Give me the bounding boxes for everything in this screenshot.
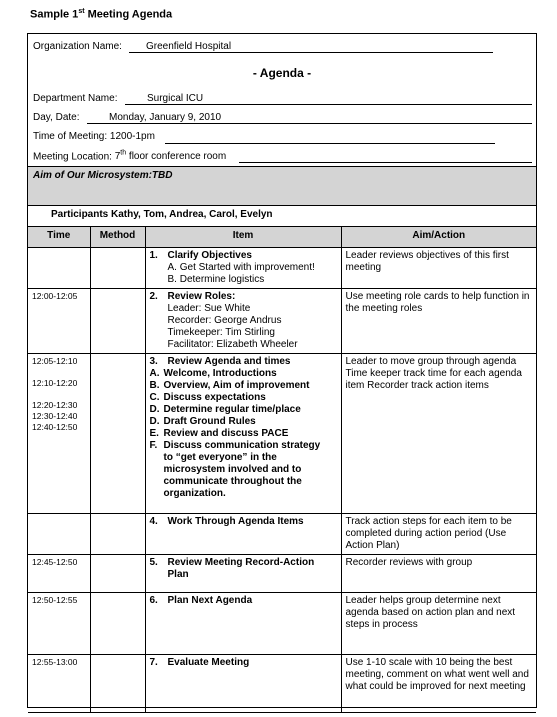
item-cell[interactable]: 5. Review Meeting Record-Action Plan: [145, 554, 341, 592]
item-cell[interactable]: 7. Evaluate Meeting: [145, 654, 341, 712]
method-cell[interactable]: [90, 247, 145, 288]
meeting-time-label: Time of Meeting:: [33, 131, 108, 142]
method-cell[interactable]: [90, 592, 145, 654]
aim-cell[interactable]: Track action steps for each item to be completed during action period (Use Action Plan): [341, 513, 536, 554]
method-cell[interactable]: [90, 288, 145, 353]
document-title: Sample 1st Meeting Agenda: [30, 8, 173, 21]
meeting-time-value[interactable]: 1200-1pm: [109, 131, 155, 142]
organization-line: [33, 41, 122, 52]
location-value[interactable]: 7th floor conference room: [114, 150, 227, 163]
column-header-method: Method: [90, 227, 145, 247]
date-label: Day, Date:: [33, 112, 80, 123]
aim-cell[interactable]: Recorder reviews with group: [341, 554, 536, 592]
item-cell[interactable]: 6. Plan Next Agenda: [145, 592, 341, 654]
location-label: Meeting Location:: [33, 151, 112, 163]
department-line: [33, 93, 117, 104]
aim-cell[interactable]: Use meeting role cards to help function in the meeting roles: [341, 288, 536, 353]
table-row: [28, 288, 536, 353]
location-underline: [239, 150, 532, 163]
item-cell[interactable]: 4. Work Through Agenda Items: [145, 513, 341, 554]
method-cell[interactable]: [90, 353, 145, 513]
aim-section: [28, 166, 536, 206]
table-header-row: [28, 227, 536, 247]
table-row: [28, 247, 536, 288]
column-header-aim: Aim/Action: [341, 227, 536, 247]
meeting-time-line: [33, 131, 155, 142]
table-row: [28, 592, 536, 654]
time-cell[interactable]: 12:55-13:00: [28, 654, 90, 712]
item-cell[interactable]: 1. Clarify Objectives A. Get Started with improvement! B. Determine logistics: [145, 247, 341, 288]
aim-text[interactable]: Aim of Our Microsystem:TBD: [33, 170, 173, 181]
time-cell[interactable]: [28, 247, 90, 288]
date-line: [33, 112, 80, 123]
method-cell[interactable]: [90, 654, 145, 712]
column-header-time: Time: [28, 227, 90, 247]
aim-cell[interactable]: Leader reviews objectives of this first meeting: [341, 247, 536, 288]
organization-value[interactable]: Greenfield Hospital: [129, 41, 493, 53]
time-cell[interactable]: 12:05-12:10 12:10-12:20 12:20-12:30 12:30-12:40 12:40-12:50: [28, 353, 90, 513]
organization-label: Organization Name:: [33, 41, 122, 52]
aim-cell[interactable]: Use 1-10 scale with 10 being the best meeting, comment on what went well and what could be improved for next meeting: [341, 654, 536, 712]
time-cell[interactable]: 12:45-12:50: [28, 554, 90, 592]
time-cell[interactable]: 12:00-12:05: [28, 288, 90, 353]
department-label: Department Name:: [33, 93, 118, 104]
date-value[interactable]: Monday, January 9, 2010: [87, 112, 532, 124]
department-value[interactable]: Surgical ICU: [125, 93, 532, 105]
table-row: [28, 513, 536, 554]
table-row: [28, 353, 536, 513]
item-cell[interactable]: 2. Review Roles: Leader: Sue White Recorder: George Andrus Timekeeper: Tim Stirling Facilitator: Elizabeth Wheeler: [145, 288, 341, 353]
table-row: [28, 554, 536, 592]
agenda-heading: - Agenda -: [252, 66, 312, 80]
aim-cell[interactable]: Leader to move group through agenda Time keeper track time for each agenda item Recorder track action items: [341, 353, 536, 513]
participants: Participants Kathy, Tom, Andrea, Carol, Evelyn: [51, 209, 273, 220]
agenda-table: [28, 227, 536, 713]
location-line: [33, 150, 226, 162]
table-row: [28, 654, 536, 712]
method-cell[interactable]: [90, 513, 145, 554]
meeting-time-underline: [165, 131, 495, 144]
aim-cell[interactable]: Leader helps group determine next agenda based on action plan and next steps in process: [341, 592, 536, 654]
item-cell[interactable]: 3. Review Agenda and times A. Welcome, Introductions B. Overview, Aim of improvement C. Discuss expectations D. Determine regular time/place D. Draft Ground Rules E. Review and discuss PACE F. Discuss communication strategy to “get everyone” in the microsystem involved and to communicate throughout the organization.: [145, 353, 341, 513]
agenda-frame: [27, 33, 537, 708]
column-header-item: Item: [145, 227, 341, 247]
time-cell[interactable]: [28, 513, 90, 554]
time-cell[interactable]: 12:50-12:55: [28, 592, 90, 654]
method-cell[interactable]: [90, 554, 145, 592]
